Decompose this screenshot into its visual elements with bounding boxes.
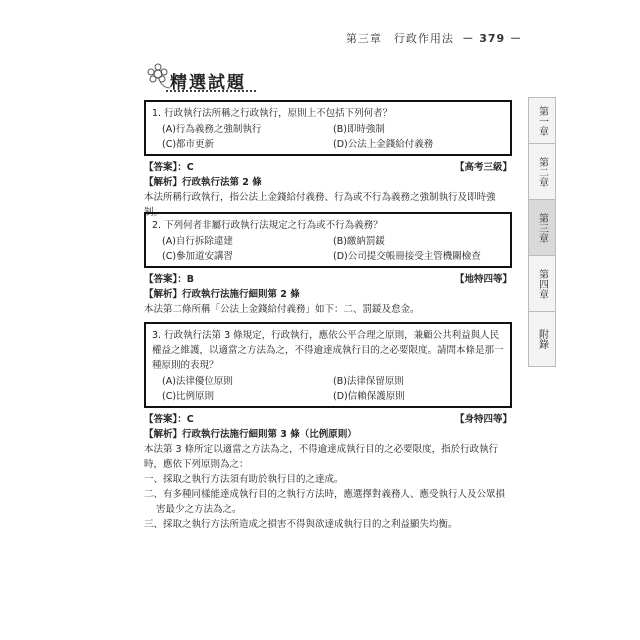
explanation-text: 本法第 3 條所定以適當之方法為之，不得逾達成執行目的之必要限度，指於行政執行時，應依下列原則為之： (144, 444, 499, 470)
question-text: 3. 行政執行法第 3 條規定，行政執行，應依公平合理之原則，兼顧公共利益與人民權益之維護，以適當之方法為之，不得逾達成執行目的之必要限度。請問本條是那一種原則的表現？ (152, 330, 504, 371)
option-d: (D)公法上金錢給付義務 (333, 139, 434, 150)
tab-label: 第四章 (536, 268, 548, 299)
options-list (152, 374, 504, 404)
explanation-title: 【解析】行政執行法第 2 條 (144, 177, 262, 188)
tab-chapter-2[interactable] (528, 143, 556, 199)
option-c: (C)都市更新 (162, 139, 215, 150)
page-number: － 379 － (462, 32, 522, 45)
option-c: (C)參加道安講習 (162, 251, 234, 262)
answer-line (144, 160, 512, 175)
option-c: (C)比例原則 (162, 391, 215, 402)
exam-source: 【身特四等】 (454, 414, 512, 425)
options-list (152, 234, 504, 264)
question-block-1 (144, 100, 512, 220)
question-box (144, 322, 512, 408)
options-list (152, 122, 504, 152)
explanation-text: 本法所稱行政執行，指公法上金錢給付義務、行為或不行為義務之強制執行及即時強制。 (144, 192, 496, 218)
title-underline (166, 90, 256, 92)
answer-line (144, 412, 512, 427)
explanation-item: 二、有多種同樣能達成執行目的之執行方法時，應選擇對義務人、應受執行人及公眾損害最少之方法為之。 (144, 489, 506, 515)
tab-chapter-1[interactable] (528, 97, 556, 143)
option-b: (B)繳納罰鍰 (333, 236, 385, 247)
answer-label: 【答案】：C (144, 162, 194, 173)
question-box (144, 212, 512, 268)
tab-chapter-4[interactable] (528, 255, 556, 311)
tab-label: 第一章 (536, 105, 548, 136)
tab-label: 第二章 (536, 156, 548, 187)
answer-label: 【答案】：C (144, 414, 194, 425)
option-a: (A)行為義務之強制執行 (162, 124, 262, 135)
tab-label: 附錄 (536, 329, 548, 349)
tab-chapter-3[interactable] (528, 199, 556, 255)
explanation-title: 【解析】行政執行法施行細則第 2 條 (144, 289, 300, 300)
exam-source: 【高考三級】 (454, 162, 512, 173)
option-b: (B)即時強制 (333, 124, 385, 135)
answer-line (144, 272, 512, 287)
answer-label: 【答案】：B (144, 274, 194, 285)
question-block-3 (144, 322, 512, 532)
section-heading (146, 62, 256, 96)
exam-source: 【地特四等】 (454, 274, 512, 285)
question-block-2 (144, 212, 512, 317)
question-box (144, 100, 512, 156)
question-text: 1. 行政執行法所稱之行政執行，原則上不包括下列何者？ (152, 108, 393, 119)
question-text: 2. 下列何者非屬行政執行法規定之行為或不行為義務？ (152, 220, 383, 231)
option-d: (D)信賴保護原則 (333, 391, 405, 402)
option-b: (B)法律保留原則 (333, 376, 404, 387)
option-a: (A)法律優位原則 (162, 376, 233, 387)
section-title: 精選試題 (170, 73, 246, 93)
chapter-tabs (528, 97, 556, 367)
option-d: (D)公司提交帳冊接受主管機關檢查 (333, 251, 481, 262)
option-a: (A)自行拆除違建 (162, 236, 233, 247)
explanation-item: 三、採取之執行方法所造成之損害不得與欲達成執行目的之利益顯失均衡。 (144, 519, 458, 530)
tab-label: 第三章 (536, 212, 548, 243)
chapter-title: 第三章 行政作用法 (345, 32, 454, 45)
explanation-title: 【解析】行政執行法施行細則第 3 條（比例原則） (144, 429, 357, 440)
page-header (346, 30, 522, 46)
tab-appendix[interactable] (528, 311, 556, 367)
explanation-text: 本法第二條所稱「公法上金錢給付義務」如下：二、罰鍰及怠金。 (144, 304, 420, 315)
explanation-item: 一、採取之執行方法須有助於執行目的之達成。 (144, 474, 344, 485)
